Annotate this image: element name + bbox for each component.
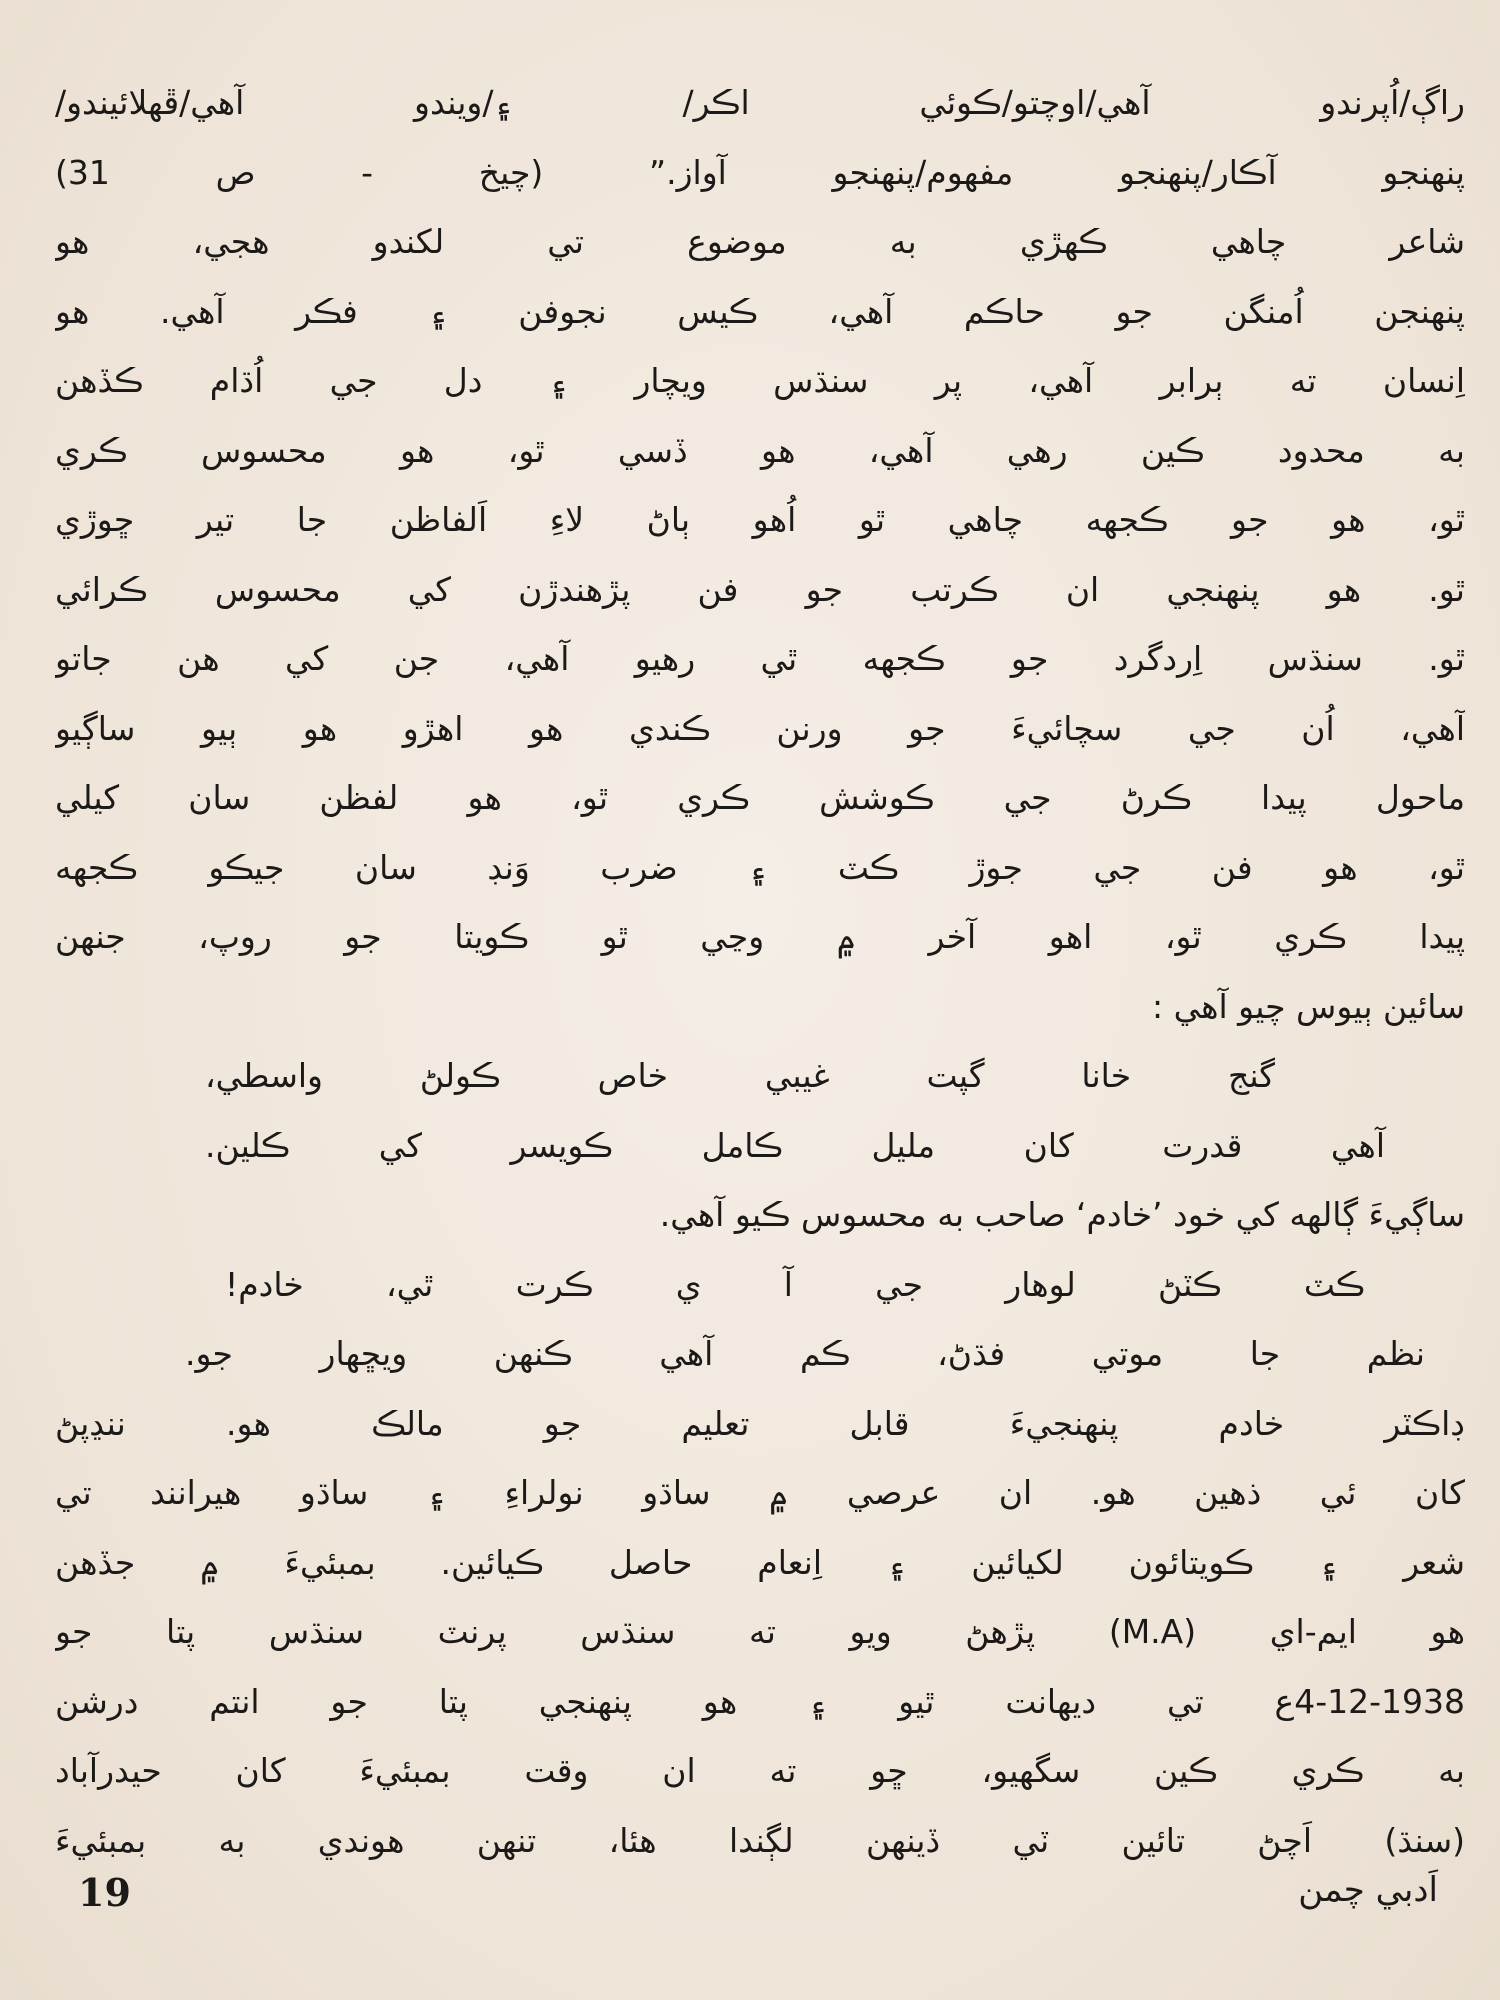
text-line: ٿو، هو جو ڪجهه چاهي ٿو اُهو ٻاڻ لاءِ اَلفاظن جا تير ڇوڙي <box>55 500 1465 539</box>
text-line: پيدا ڪري ٿو، اهو آخر ۾ وڃي ٿو ڪويتا جو روپ، جنهن <box>55 917 1465 956</box>
text-line: به ڪري ڪين سگهيو، ڇو ته ان وقت بمبئيءَ کان حيدرآباد <box>55 1751 1465 1790</box>
text-line: راڳ/اُپرندو آهي/اوچتو/ڪوئي اڪر/ ۽/ويندو آهي/ڦهلائيندو/ <box>55 83 1465 122</box>
text-line: پنهنجو آڪار/پنهنجو مفهوم/پنهنجو آواز.” (چيخ - ص 31) <box>55 152 1465 192</box>
text-line: هو ايم-اي (M.A) پڙهڻ ويو ته سنڌس پرنٽ سنڌس پتا جو <box>55 1612 1465 1651</box>
text-line: پنهنجن اُمنگن جو حاڪم آهي، ڪيس نجوفن ۽ فڪر آهي. هو <box>55 291 1465 331</box>
verse-line: آهي قدرت کان مليل ڪامل ڪويسر کي ڪلين. <box>205 1125 1385 1165</box>
quote-line: ڪٽ ڪٽڻ لوهار جي آ ي ڪرت ٿي، خادم! <box>225 1264 1365 1304</box>
text-line: ماحول پيدا ڪرڻ جي ڪوشش ڪري ٿو، هو لفظن سان کيلي <box>55 778 1465 817</box>
text-line: آهي، اُن جي سچائيءَ جو ورنن ڪندي هو اهڙو هو ٻيو ساڳيو <box>55 708 1465 748</box>
text-line: کان ئي ذهين هو. ان عرصي ۾ ساڌو نولراءِ ۽ ساڌو هيرانند تي <box>55 1473 1465 1512</box>
text-line: ڊاڪٽر خادم پنهنجيءَ قابل تعليم جو مالڪ هو. ننڍپڻ <box>55 1403 1465 1443</box>
text-line: ٿو. سنڌس اِردگرد جو ڪجهه ٿي رهيو آهي، جن کي هن جاتو <box>55 639 1465 678</box>
page-footer <box>0 1870 1500 1930</box>
body-text <box>55 68 1465 1860</box>
text-line: سائين ٻيوس چيو آهي : <box>1151 986 1465 1026</box>
verse-line: گنج خانا گپت غيبي خاص ڪولڻ واسطي، <box>205 1056 1275 1095</box>
page-number: 19 <box>78 1870 131 1915</box>
text-line: 4-12-1938ع تي ديهانت ٿيو ۽ هو پنهنجي پتا جو انتم درشن <box>55 1681 1465 1721</box>
text-line: ٿو، هو فن جي جوڙ ڪٽ ۽ ضرب وَنڊ سان جيڪو ڪجهه <box>55 847 1465 887</box>
text-line: (سنڌ) اَچڻ تائين ٽي ڏينهن لڳندا هئا، تنهن هوندي به بمبئيءَ <box>55 1820 1465 1860</box>
text-line: به محدود ڪين رهي آهي، هو ڏسي ٿو، هو محسوس ڪري <box>55 430 1465 470</box>
text-line: ٿو. هو پنهنجي ان ڪرتب جو فن پڙهندڙن کي محسوس ڪرائي <box>55 569 1465 609</box>
quote-line: نظم جا موتي فڌڻ، ڪم آهي ڪنهن ويڇهار جو. <box>185 1334 1425 1373</box>
journal-title: اَدبي چمن <box>1298 1870 1438 1910</box>
text-line: اِنسان ته ٻرابر آهي، پر سنڌس ويچار ۽ دل جي اُڌام ڪڏهن <box>55 361 1465 400</box>
text-line: شاعر چاهي ڪهڙي به موضوع تي لکندو هجي، هو <box>55 222 1465 261</box>
text-line: شعر ۽ ڪويتائون لکيائين ۽ اِنعام حاصل ڪيائين. بمبئيءَ ۾ جڏهن <box>55 1542 1465 1582</box>
text-line: ساڳيءَ ڳالهه کي خود ’خادم‘ صاحب به محسوس ڪيو آهي. <box>659 1195 1465 1234</box>
